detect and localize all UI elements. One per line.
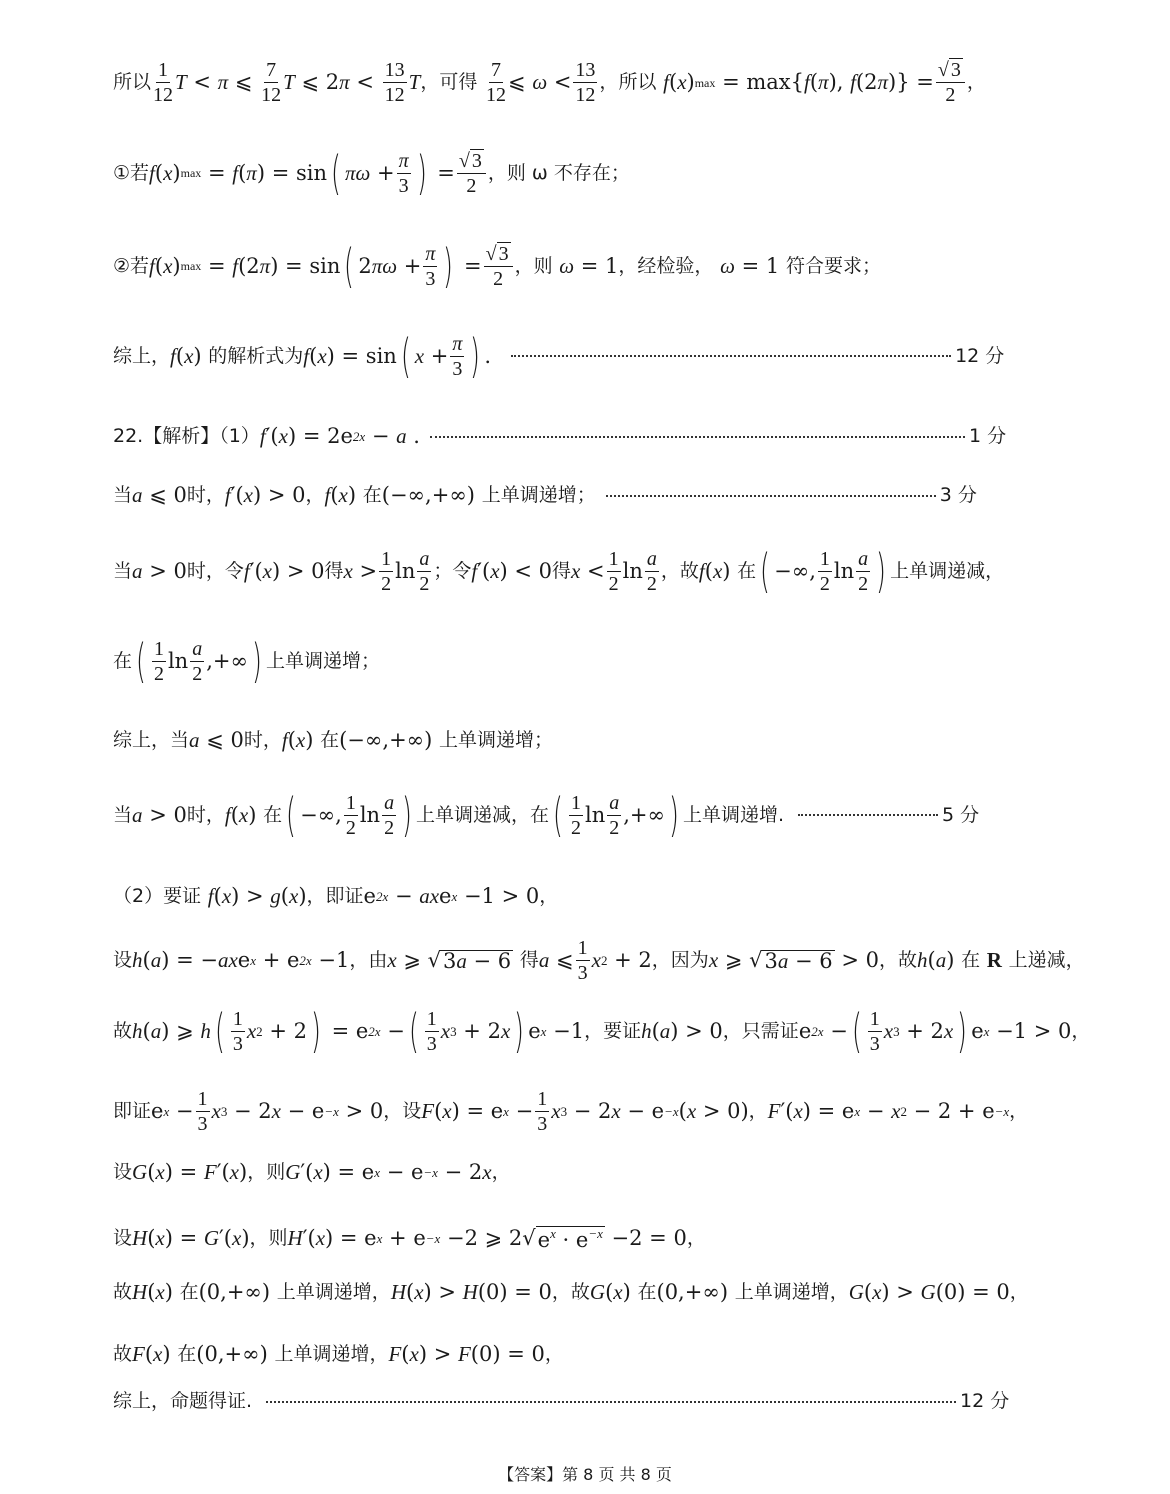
text: ，经检验， xyxy=(618,254,714,277)
text: 即证 xyxy=(113,1100,152,1122)
fraction: $\frac{1}{3}$ xyxy=(577,937,588,984)
fraction: $\frac{1}{12}$ xyxy=(153,59,174,106)
fraction: $\frac{\pi}{3}$ xyxy=(425,242,436,290)
line-10: 当 a > 0 时， f ( x ) 在 ( −∞, $\frac{1}{2}$ ln $\frac{a}{2}$ ) 上单调递减，在 ( $\frac{1}{2}$ ln $\frac{a}{2}$ ,+∞ ) 上单调递增. 5 分 xyxy=(113,788,980,842)
line-19 xyxy=(113,1392,1027,1411)
text: ，即证 xyxy=(306,885,364,907)
text: 上单调递增， xyxy=(734,1281,849,1303)
fraction: $\frac{1}{2}$ xyxy=(608,547,619,595)
line-15: 设 G ( x ) = F ′( x ) ，则 G ′( x ) = e x − e −x − 2 x ， xyxy=(113,1160,511,1184)
text: 综上，命题得证. xyxy=(113,1390,253,1412)
text: ，要证 xyxy=(584,1019,642,1042)
leader-dots xyxy=(430,436,965,438)
score: 12 分 xyxy=(955,344,1005,367)
text: ，由 xyxy=(349,949,388,971)
line-12: 设 h ( a ) = − ax e x + e 2x −1 ，由 x ⩾ √ 3a − 6 得 a ⩽ $\frac{1}{3}$ x 2 + 2 ，因为 x ⩾ √ 3a − 6 > 0 ，故 h ( a ) 在 R 上递减， xyxy=(113,937,1085,984)
fraction: $\frac{7}{12}$ xyxy=(486,59,507,106)
text: ，因为 xyxy=(651,949,709,971)
line-3: ②若 f ( x ) max = f (2 π ) = sin ( 2 πω + $\frac{\pi}{3}$ ) = $\frac{√ 3}{2}$ ，则 ω = 1 ，经检验， ω = 1 符合要求； xyxy=(113,239,881,293)
fraction: $\frac{\pi}{3}$ xyxy=(398,149,409,197)
fraction: $\frac{a}{2}$ xyxy=(419,547,430,595)
text: 上单调递增， xyxy=(276,1281,391,1303)
fraction: $\frac{a}{2}$ xyxy=(646,547,657,595)
fraction: $\frac{1}{2}$ xyxy=(153,637,164,685)
fraction: $\frac{13}{12}$ xyxy=(575,59,596,106)
fraction: $\frac{√ 3}{2}$ xyxy=(484,244,513,289)
line-16: 设 H ( x ) = G ′( x ) ，则 H ′( x ) = e x + e −x −2 ⩾ 2√ $e^x \cdot e^{-x}$ −2 = 0 ， xyxy=(113,1226,706,1252)
text: 在 xyxy=(637,1281,657,1303)
score: 1 分 xyxy=(968,425,1007,447)
line-9: 综上，当 a ⩽ 0 时， f ( x ) 在 (−∞,+∞) 上单调递增； xyxy=(113,728,554,752)
text: 故 xyxy=(113,1343,133,1365)
fraction: $\frac{1}{3}$ xyxy=(537,1088,548,1135)
fraction: $\frac{1}{3}$ xyxy=(232,1007,243,1055)
text: 得 xyxy=(552,559,572,582)
text: 的解析式为 xyxy=(208,344,304,367)
text: 时， xyxy=(186,803,225,826)
text: 时， xyxy=(186,484,225,506)
score: 12 分 xyxy=(960,1390,1010,1412)
text: 时，令 xyxy=(186,559,244,582)
text: 符合要求； xyxy=(785,254,881,277)
text: ，故 xyxy=(660,559,699,582)
text: 在 xyxy=(737,559,757,582)
fraction: $\frac{1}{2}$ xyxy=(819,547,830,595)
text: 在 xyxy=(362,484,382,506)
fraction: $\frac{1}{3}$ xyxy=(426,1007,437,1055)
line-14: 即证 e x − $\frac{1}{3}$ x 3 − 2 x − e −x > 0 ，设 F ( x ) = e x − $\frac{1}{3}$ x 3 − 2 x − e −x ( x > 0) ， F ′( x ) = e x − x 2 − 2 + e −x ， xyxy=(113,1088,1029,1135)
text: ；令 xyxy=(433,559,472,582)
fraction: $\frac{\pi}{3}$ xyxy=(452,332,463,380)
text: 在 xyxy=(113,649,133,672)
text: ，故 xyxy=(878,949,917,971)
fraction: $\frac{a}{2}$ xyxy=(858,547,869,595)
score: 3 分 xyxy=(939,484,977,506)
text: ，故 xyxy=(551,1281,590,1303)
fraction: $\frac{√ 3}{2}$ xyxy=(457,151,486,196)
text: 设 xyxy=(113,1227,133,1249)
leader-dots xyxy=(266,1401,956,1403)
text: 当 xyxy=(113,484,133,506)
text: 当 xyxy=(113,559,133,582)
text: 当 xyxy=(113,803,133,826)
line-13: 故 h ( a ) ⩾ h ( $\frac{1}{3}$ x 2 + 2 ) = e 2x − ( $\frac{1}{3}$ x 3 + 2 x ) e x −1 ，要证 h ( a ) > 0 ，只需证 e 2x − ( $\frac{1}{3}$ x 3 + 2 x ) e x −1 > 0 ， xyxy=(113,1004,1091,1058)
text: ，则 xyxy=(514,254,553,277)
text: 上单调递增； xyxy=(265,649,380,672)
text: （2）要证 xyxy=(113,885,202,907)
text: 在 xyxy=(320,729,340,751)
text: ，设 xyxy=(383,1100,422,1122)
fraction: $\frac{1}{2}$ xyxy=(345,791,356,839)
text: 综上， xyxy=(113,344,171,367)
fraction: $\frac{7}{12}$ xyxy=(261,59,282,106)
fraction: $\frac{1}{2}$ xyxy=(571,791,581,839)
line-8: 在 ( $\frac{1}{2}$ ln $\frac{a}{2}$ ,+∞ ) 上单调递增； xyxy=(113,634,380,688)
line-5: 22.【解析】（1） f ′( x ) = 2e 2x − a . 1 分 xyxy=(113,424,1007,448)
line-1: 所以 $\frac{1}{12}$ T < π ⩽ $\frac{7}{12}$ T ⩽ 2 π < $\frac{13}{12}$ T ， 可得 $\frac{7}{12}$ ⩽ ω < $\frac{13}{12}$ ， 所以 f ( x ) max = max{ f ( π ), f (2 π )} = $\frac{√ 3}{2}$ ， xyxy=(113,59,986,106)
line-7: 当 a > 0 时，令 f ′( x ) > 0 得 x > $\frac{1}{2}$ ln $\frac{a}{2}$ ；令 f ′( x ) < 0 得 x < $\frac{1}{2}$ ln $\frac{a}{2}$ ，故 f ( x ) 在 ( −∞, $\frac{1}{2}$ ln $\frac{a}{2}$ ) 上单调递减， xyxy=(113,544,1005,598)
text: ，则 xyxy=(249,1227,288,1249)
text: 在 xyxy=(263,803,283,826)
text: ②若 xyxy=(113,254,150,277)
text: ，则 ω 不存在； xyxy=(487,161,630,184)
score: 5 分 xyxy=(942,803,980,826)
line-4: 综上， f ( x ) 的解析式为 f ( x ) = sin ( x + $\frac{\pi}{3}$ ) . 12 分 xyxy=(113,329,1005,383)
text: 故 xyxy=(113,1281,133,1303)
text: 上单调递增， xyxy=(274,1343,389,1365)
text: 上单调递增. xyxy=(682,803,785,826)
fraction: $\frac{a}{2}$ xyxy=(609,791,620,839)
line-17: 故 H ( x ) 在 (0,+∞) 上单调递增， H ( x ) > H (0) = 0 ，故 G ( x ) 在 (0,+∞) 上单调递增， G ( x ) > G (0) = 0 ， xyxy=(113,1280,1029,1304)
text: 时， xyxy=(243,729,282,751)
fraction: $\frac{13}{12}$ xyxy=(384,59,405,106)
fraction: $\frac{1}{3}$ xyxy=(869,1007,880,1055)
leader-dots xyxy=(511,355,951,357)
text: 设 xyxy=(113,1161,133,1183)
fraction: $\frac{a}{2}$ xyxy=(384,791,395,839)
text: 上单调递增； xyxy=(481,484,596,506)
leader-dots xyxy=(606,495,936,497)
text: 得 xyxy=(519,949,539,971)
text: 故 xyxy=(113,1019,133,1042)
page-footer: 【答案】第 8 页 共 8 页 xyxy=(498,1465,672,1484)
text: 所以 xyxy=(113,71,152,93)
text: 在 xyxy=(177,1343,197,1365)
leader-dots xyxy=(798,814,938,816)
text: 设 xyxy=(113,949,133,971)
text: 所以 xyxy=(618,71,657,93)
line-2: ①若 f ( x ) max = f ( π ) = sin ( πω + $\frac{\pi}{3}$ ) = $\frac{√ 3}{2}$ ，则 ω 不存在； xyxy=(113,146,630,200)
text: 可得 xyxy=(439,71,478,93)
text: 在 xyxy=(961,949,981,971)
line-11: （2）要证 f ( x ) > g ( x ) ，即证 e 2x − ax e x −1 > 0 ， xyxy=(113,884,559,908)
fraction: $\frac{√ 3}{2}$ xyxy=(936,60,965,105)
text: 上单调递减， xyxy=(890,559,1005,582)
text: 上递减， xyxy=(1008,949,1085,971)
text: 综上，当 xyxy=(113,729,190,751)
text: ，则 xyxy=(247,1161,286,1183)
fraction: $\frac{1}{3}$ xyxy=(197,1088,208,1135)
text: 上单调递减，在 xyxy=(416,803,550,826)
question-label: 22.【解析】（1） xyxy=(113,425,260,447)
line-18: 故 F ( x ) 在 (0,+∞) 上单调递增， F ( x ) > F (0) = 0 ， xyxy=(113,1342,564,1366)
text: 在 xyxy=(179,1281,199,1303)
text: ①若 xyxy=(113,161,150,184)
text: 上单调递增； xyxy=(439,729,554,751)
line-6: 当 a ⩽ 0 时， f ′( x ) > 0 ， f ( x ) 在 (−∞,+∞) 上单调递增； 3 分 xyxy=(113,483,977,507)
text: ，只需证 xyxy=(722,1019,799,1042)
fraction: $\frac{a}{2}$ xyxy=(192,637,203,685)
fraction: $\frac{1}{2}$ xyxy=(381,547,392,595)
text: 得 xyxy=(324,559,344,582)
